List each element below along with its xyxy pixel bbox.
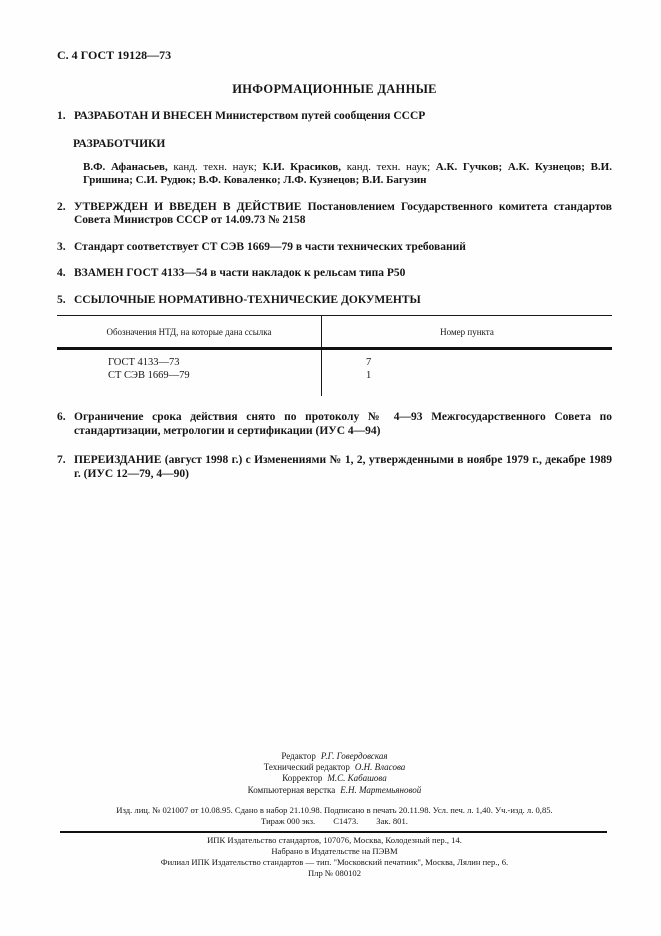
list-item-7 — [57, 454, 612, 481]
imprint-line-2 — [57, 816, 612, 828]
credit-role: Компьютерная верстка — [247, 784, 336, 795]
credit-line — [57, 751, 612, 762]
credit-line — [57, 785, 612, 796]
item-text: Стандарт соответствует СТ СЭВ 1669—79 в части технических требований — [74, 240, 466, 253]
credit-name: М.С. Кабашова — [327, 773, 387, 784]
publisher-address: ИПК Издательство стандартов, 107076, Москва, Колодезный пер., 14. — [207, 834, 462, 845]
item-text: Ограничение срока действия снято по протоколу № 4—93 Межгосударственного Совета по стандартизации, метрологии и сертификации (ИУС 4—94) — [74, 411, 612, 437]
list-item-3 — [57, 241, 612, 255]
developer-name: К.И. Красиков, — [262, 160, 342, 173]
imprint-block — [57, 805, 612, 828]
credit-role: Корректор — [282, 773, 323, 784]
credit-line — [57, 773, 612, 784]
developer-degree: канд. техн. наук; — [341, 160, 436, 173]
item-text: РАЗРАБОТАН И ВНЕСЕН Министерством путей сообщения СССР — [74, 110, 426, 122]
credit-role: Технический редактор — [263, 762, 350, 773]
item-number: 1. — [57, 110, 66, 122]
tirazh: Тираж 000 экз. — [261, 816, 316, 827]
developers-heading: РАЗРАБОТЧИКИ — [73, 137, 166, 150]
footer-divider — [60, 831, 607, 833]
order-code: С1473. — [333, 816, 359, 827]
list-item-5 — [57, 294, 612, 308]
credit-line — [57, 762, 612, 773]
credit-name: Е.Н. Мартемьяновой — [340, 784, 422, 795]
page-header: С. 4 ГОСТ 19128—73 — [57, 48, 172, 62]
printer-address: Филиал ИПК Издательство стандартов — тип. "Московский печатник", Москва, Лялин пер., 6. — [160, 857, 509, 868]
plr-number: Плр № 080102 — [307, 868, 362, 879]
item-number: 5. — [57, 293, 66, 306]
list-item-1 — [57, 110, 612, 124]
credit-name: Р.Г. Говердовская — [320, 751, 388, 761]
credit-name: О.Н. Власова — [354, 762, 406, 773]
blank-space — [57, 481, 612, 751]
zakaz: Зак. 801. — [376, 816, 408, 827]
table-row — [57, 349, 612, 370]
developer-name: В.Ф. Афанасьев, — [83, 160, 168, 173]
item-text: ВЗАМЕН ГОСТ 4133—54 в части накладок к рельсам типа Р50 — [74, 267, 406, 279]
ntd-cell: СТ СЭВ 1669—79 — [57, 369, 322, 396]
punkt-cell: 7 — [366, 357, 372, 368]
table-header-row — [57, 316, 612, 349]
item-text: ПЕРЕИЗДАНИЕ (август 1998 г.) с Изменениями № 1, 2, утвержденными в ноябре 1979 г., декабре 1989 г. (ИУС 12—79, 4—90) — [74, 454, 612, 480]
typeset-note: Набрано в Издательстве на ПЭВМ — [271, 846, 398, 857]
punkt-cell: 1 — [366, 370, 372, 381]
item-text: УТВЕРЖДЕН И ВВЕДЕН В ДЕЙСТВИЕ Постановлением Государственного комитета стандартов Совета Министров СССР от 14.09.73 № 2158 — [74, 200, 612, 226]
item-number: 7. — [57, 454, 66, 466]
credits-block — [57, 751, 612, 796]
list-item-4 — [57, 267, 612, 281]
developer-names: А.К. Гучков; А.К. Кузнецов; В.И. Гришина; С.И. Рудюк; В.Ф. Коваленко; Л.Ф. Кузнецов; В.И. Багузин — [83, 160, 612, 186]
item-text: ССЫЛОЧНЫЕ НОРМАТИВНО-ТЕХНИЧЕСКИЕ ДОКУМЕНТЫ — [74, 293, 421, 306]
item-number: 2. — [57, 200, 66, 213]
column-header-punkt: Номер пункта — [322, 316, 613, 349]
list-item-2 — [57, 201, 612, 228]
item-number: 4. — [57, 267, 66, 279]
credit-role: Редактор — [281, 751, 316, 761]
document-title: ИНФОРМАЦИОННЫЕ ДАННЫЕ — [232, 82, 437, 96]
developers-list — [83, 161, 612, 188]
column-header-ntd: Обозначения НТД, на которые дана ссылка — [57, 316, 322, 349]
item-number: 6. — [57, 411, 66, 423]
list-item-6 — [57, 411, 612, 438]
reference-documents-table — [57, 315, 612, 396]
table-row — [57, 369, 612, 396]
ntd-cell: ГОСТ 4133—73 — [57, 349, 322, 370]
colophon-block — [57, 835, 612, 880]
item-number: 3. — [57, 240, 66, 253]
imprint-line-1: Изд. лиц. № 021007 от 10.08.95. Сдано в набор 21.10.98. Подписано в печать 20.11.98. Усл. печ. л. 1,40. Уч.-изд. л. 0,85. — [116, 804, 553, 815]
developer-degree: канд. техн. наук; — [167, 160, 263, 173]
